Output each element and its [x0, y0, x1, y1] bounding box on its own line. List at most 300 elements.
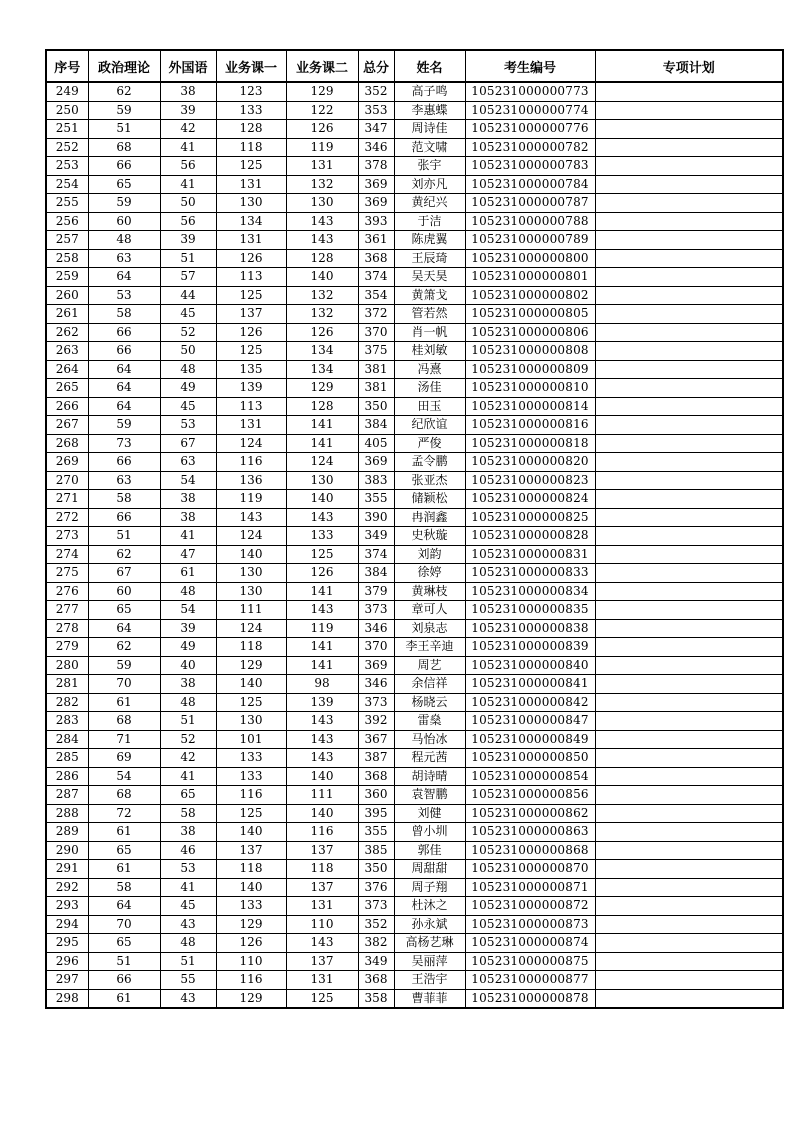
cell-course-two: 132: [286, 175, 358, 194]
cell-name: 严俊: [394, 434, 465, 453]
cell-total: 395: [358, 804, 394, 823]
header-seq: 序号: [46, 50, 88, 82]
cell-exam-id: 105231000000773: [465, 82, 595, 101]
cell-course-one: 101: [216, 730, 286, 749]
cell-seq: 263: [46, 342, 88, 361]
cell-exam-id: 105231000000863: [465, 823, 595, 842]
cell-course-one: 116: [216, 453, 286, 472]
cell-exam-id: 105231000000862: [465, 804, 595, 823]
cell-special-plan: [595, 989, 783, 1008]
cell-foreign-language: 55: [160, 971, 216, 990]
cell-exam-id: 105231000000816: [465, 416, 595, 435]
cell-politics: 73: [88, 434, 160, 453]
cell-name: 吴丽萍: [394, 952, 465, 971]
cell-exam-id: 105231000000847: [465, 712, 595, 731]
table-row: [46, 749, 783, 768]
cell-course-one: 110: [216, 952, 286, 971]
cell-foreign-language: 57: [160, 268, 216, 287]
cell-special-plan: [595, 82, 783, 101]
cell-total: 379: [358, 582, 394, 601]
table-row: [46, 379, 783, 398]
cell-course-two: 143: [286, 749, 358, 768]
cell-foreign-language: 49: [160, 638, 216, 657]
cell-total: 387: [358, 749, 394, 768]
cell-foreign-language: 49: [160, 379, 216, 398]
cell-politics: 61: [88, 860, 160, 879]
cell-politics: 59: [88, 656, 160, 675]
table-row: [46, 286, 783, 305]
cell-course-one: 124: [216, 434, 286, 453]
cell-name: 章可人: [394, 601, 465, 620]
cell-course-one: 140: [216, 878, 286, 897]
cell-name: 田玉: [394, 397, 465, 416]
cell-course-one: 124: [216, 527, 286, 546]
cell-course-two: 132: [286, 305, 358, 324]
cell-seq: 256: [46, 212, 88, 231]
cell-politics: 48: [88, 231, 160, 250]
table-row: [46, 231, 783, 250]
cell-special-plan: [595, 286, 783, 305]
cell-politics: 59: [88, 101, 160, 120]
cell-special-plan: [595, 379, 783, 398]
cell-politics: 66: [88, 508, 160, 527]
cell-total: 349: [358, 527, 394, 546]
cell-exam-id: 105231000000802: [465, 286, 595, 305]
cell-name: 程元茜: [394, 749, 465, 768]
cell-course-one: 111: [216, 601, 286, 620]
cell-course-two: 137: [286, 878, 358, 897]
cell-course-two: 134: [286, 360, 358, 379]
cell-name: 桂刘敏: [394, 342, 465, 361]
cell-seq: 297: [46, 971, 88, 990]
cell-total: 355: [358, 490, 394, 509]
table-row: [46, 804, 783, 823]
cell-seq: 295: [46, 934, 88, 953]
table-row: [46, 693, 783, 712]
cell-course-two: 125: [286, 989, 358, 1008]
cell-exam-id: 105231000000806: [465, 323, 595, 342]
cell-seq: 259: [46, 268, 88, 287]
cell-politics: 70: [88, 915, 160, 934]
table-row: [46, 971, 783, 990]
table-row: [46, 82, 783, 101]
cell-foreign-language: 45: [160, 397, 216, 416]
cell-foreign-language: 46: [160, 841, 216, 860]
cell-seq: 276: [46, 582, 88, 601]
cell-name: 杨晓云: [394, 693, 465, 712]
cell-special-plan: [595, 601, 783, 620]
table-row: [46, 212, 783, 231]
cell-special-plan: [595, 397, 783, 416]
cell-politics: 66: [88, 971, 160, 990]
cell-course-one: 118: [216, 138, 286, 157]
cell-politics: 59: [88, 416, 160, 435]
cell-politics: 59: [88, 194, 160, 213]
cell-special-plan: [595, 527, 783, 546]
cell-total: 393: [358, 212, 394, 231]
cell-exam-id: 105231000000805: [465, 305, 595, 324]
table-row: [46, 730, 783, 749]
cell-politics: 64: [88, 379, 160, 398]
cell-seq: 283: [46, 712, 88, 731]
cell-special-plan: [595, 767, 783, 786]
cell-course-two: 126: [286, 323, 358, 342]
cell-name: 袁智鹏: [394, 786, 465, 805]
cell-politics: 64: [88, 360, 160, 379]
cell-foreign-language: 48: [160, 934, 216, 953]
cell-course-one: 123: [216, 82, 286, 101]
cell-exam-id: 105231000000842: [465, 693, 595, 712]
cell-name: 杜沐之: [394, 897, 465, 916]
cell-exam-id: 105231000000824: [465, 490, 595, 509]
cell-course-two: 143: [286, 712, 358, 731]
cell-special-plan: [595, 157, 783, 176]
table-row: [46, 675, 783, 694]
cell-exam-id: 105231000000856: [465, 786, 595, 805]
cell-total: 361: [358, 231, 394, 250]
cell-course-two: 140: [286, 490, 358, 509]
cell-foreign-language: 38: [160, 675, 216, 694]
cell-exam-id: 105231000000774: [465, 101, 595, 120]
cell-special-plan: [595, 212, 783, 231]
cell-name: 刘健: [394, 804, 465, 823]
cell-seq: 290: [46, 841, 88, 860]
cell-course-one: 125: [216, 342, 286, 361]
cell-name: 郭佳: [394, 841, 465, 860]
cell-seq: 293: [46, 897, 88, 916]
cell-course-two: 141: [286, 434, 358, 453]
cell-politics: 61: [88, 989, 160, 1008]
cell-special-plan: [595, 638, 783, 657]
cell-name: 李惠蝶: [394, 101, 465, 120]
cell-name: 高杨艺琳: [394, 934, 465, 953]
cell-name: 胡诗晴: [394, 767, 465, 786]
cell-politics: 71: [88, 730, 160, 749]
cell-foreign-language: 42: [160, 749, 216, 768]
cell-foreign-language: 54: [160, 471, 216, 490]
table-row: [46, 101, 783, 120]
table-row: [46, 878, 783, 897]
cell-exam-id: 105231000000783: [465, 157, 595, 176]
cell-name: 史秋璇: [394, 527, 465, 546]
cell-course-two: 131: [286, 897, 358, 916]
cell-course-one: 113: [216, 268, 286, 287]
cell-seq: 284: [46, 730, 88, 749]
cell-name: 高子鸣: [394, 82, 465, 101]
cell-exam-id: 105231000000801: [465, 268, 595, 287]
cell-politics: 58: [88, 305, 160, 324]
cell-name: 孙永斌: [394, 915, 465, 934]
cell-seq: 260: [46, 286, 88, 305]
cell-course-one: 118: [216, 638, 286, 657]
header-politics: 政治理论: [88, 50, 160, 82]
cell-total: 384: [358, 416, 394, 435]
cell-special-plan: [595, 841, 783, 860]
cell-course-two: 132: [286, 286, 358, 305]
cell-course-one: 129: [216, 915, 286, 934]
cell-exam-id: 105231000000820: [465, 453, 595, 472]
cell-exam-id: 105231000000788: [465, 212, 595, 231]
cell-total: 350: [358, 397, 394, 416]
table-row: [46, 564, 783, 583]
cell-total: 368: [358, 971, 394, 990]
cell-course-two: 131: [286, 971, 358, 990]
cell-special-plan: [595, 878, 783, 897]
cell-foreign-language: 47: [160, 545, 216, 564]
table-row: [46, 601, 783, 620]
table-row: [46, 638, 783, 657]
cell-course-one: 131: [216, 416, 286, 435]
cell-politics: 70: [88, 675, 160, 694]
cell-course-two: 143: [286, 508, 358, 527]
cell-foreign-language: 43: [160, 915, 216, 934]
header-exam-id: 考生编号: [465, 50, 595, 82]
cell-politics: 53: [88, 286, 160, 305]
table-row: [46, 194, 783, 213]
table-row: [46, 656, 783, 675]
cell-name: 刘韵: [394, 545, 465, 564]
cell-name: 曹菲菲: [394, 989, 465, 1008]
cell-seq: 296: [46, 952, 88, 971]
cell-politics: 65: [88, 601, 160, 620]
cell-total: 382: [358, 934, 394, 953]
cell-seq: 265: [46, 379, 88, 398]
cell-exam-id: 105231000000870: [465, 860, 595, 879]
table-row: [46, 934, 783, 953]
cell-course-one: 116: [216, 971, 286, 990]
cell-course-one: 126: [216, 323, 286, 342]
cell-politics: 62: [88, 545, 160, 564]
cell-exam-id: 105231000000808: [465, 342, 595, 361]
cell-seq: 262: [46, 323, 88, 342]
cell-foreign-language: 50: [160, 342, 216, 361]
cell-course-one: 125: [216, 804, 286, 823]
table-row: [46, 360, 783, 379]
cell-total: 353: [358, 101, 394, 120]
cell-special-plan: [595, 656, 783, 675]
cell-total: 352: [358, 915, 394, 934]
cell-special-plan: [595, 416, 783, 435]
cell-course-one: 135: [216, 360, 286, 379]
table-row: [46, 989, 783, 1008]
cell-special-plan: [595, 730, 783, 749]
cell-seq: 261: [46, 305, 88, 324]
cell-exam-id: 105231000000872: [465, 897, 595, 916]
table-row: [46, 397, 783, 416]
cell-seq: 253: [46, 157, 88, 176]
cell-politics: 65: [88, 841, 160, 860]
cell-seq: 255: [46, 194, 88, 213]
cell-foreign-language: 48: [160, 360, 216, 379]
cell-special-plan: [595, 693, 783, 712]
cell-foreign-language: 41: [160, 767, 216, 786]
header-course-one: 业务课一: [216, 50, 286, 82]
cell-course-two: 110: [286, 915, 358, 934]
cell-exam-id: 105231000000810: [465, 379, 595, 398]
cell-politics: 64: [88, 397, 160, 416]
table-row: [46, 897, 783, 916]
table-header-row: [46, 50, 783, 82]
cell-seq: 274: [46, 545, 88, 564]
cell-name: 纪欣谊: [394, 416, 465, 435]
cell-total: 373: [358, 601, 394, 620]
cell-foreign-language: 45: [160, 305, 216, 324]
cell-special-plan: [595, 897, 783, 916]
cell-foreign-language: 41: [160, 527, 216, 546]
cell-total: 383: [358, 471, 394, 490]
cell-politics: 66: [88, 323, 160, 342]
cell-foreign-language: 40: [160, 656, 216, 675]
header-special-plan: 专项计划: [595, 50, 783, 82]
cell-total: 378: [358, 157, 394, 176]
cell-seq: 281: [46, 675, 88, 694]
cell-foreign-language: 39: [160, 231, 216, 250]
cell-name: 曾小圳: [394, 823, 465, 842]
cell-name: 王浩宇: [394, 971, 465, 990]
cell-course-two: 140: [286, 767, 358, 786]
cell-course-two: 116: [286, 823, 358, 842]
cell-exam-id: 105231000000839: [465, 638, 595, 657]
table-row: [46, 453, 783, 472]
cell-course-one: 137: [216, 305, 286, 324]
cell-foreign-language: 43: [160, 989, 216, 1008]
cell-special-plan: [595, 138, 783, 157]
cell-politics: 61: [88, 823, 160, 842]
cell-name: 余信祥: [394, 675, 465, 694]
table-row: [46, 767, 783, 786]
cell-politics: 68: [88, 712, 160, 731]
cell-course-two: 143: [286, 934, 358, 953]
cell-exam-id: 105231000000825: [465, 508, 595, 527]
cell-foreign-language: 63: [160, 453, 216, 472]
table-row: [46, 157, 783, 176]
cell-course-one: 119: [216, 490, 286, 509]
cell-name: 汤佳: [394, 379, 465, 398]
cell-foreign-language: 41: [160, 138, 216, 157]
cell-course-two: 130: [286, 194, 358, 213]
cell-foreign-language: 52: [160, 323, 216, 342]
cell-special-plan: [595, 434, 783, 453]
cell-seq: 289: [46, 823, 88, 842]
cell-exam-id: 105231000000809: [465, 360, 595, 379]
cell-course-two: 130: [286, 471, 358, 490]
cell-politics: 64: [88, 619, 160, 638]
table-row: [46, 860, 783, 879]
cell-foreign-language: 54: [160, 601, 216, 620]
table-row: [46, 120, 783, 139]
cell-exam-id: 105231000000834: [465, 582, 595, 601]
cell-seq: 278: [46, 619, 88, 638]
cell-course-one: 133: [216, 767, 286, 786]
cell-total: 369: [358, 175, 394, 194]
cell-special-plan: [595, 175, 783, 194]
cell-total: 354: [358, 286, 394, 305]
cell-course-two: 128: [286, 397, 358, 416]
cell-seq: 271: [46, 490, 88, 509]
cell-foreign-language: 38: [160, 490, 216, 509]
cell-course-two: 143: [286, 730, 358, 749]
cell-special-plan: [595, 305, 783, 324]
cell-special-plan: [595, 194, 783, 213]
cell-foreign-language: 51: [160, 249, 216, 268]
cell-total: 355: [358, 823, 394, 842]
table-row: [46, 342, 783, 361]
table-row: [46, 490, 783, 509]
cell-exam-id: 105231000000838: [465, 619, 595, 638]
cell-special-plan: [595, 471, 783, 490]
cell-total: 352: [358, 82, 394, 101]
cell-course-one: 126: [216, 934, 286, 953]
cell-course-one: 113: [216, 397, 286, 416]
cell-exam-id: 105231000000818: [465, 434, 595, 453]
cell-course-one: 134: [216, 212, 286, 231]
cell-course-two: 143: [286, 231, 358, 250]
cell-course-one: 137: [216, 841, 286, 860]
cell-exam-id: 105231000000850: [465, 749, 595, 768]
cell-foreign-language: 61: [160, 564, 216, 583]
cell-course-two: 134: [286, 342, 358, 361]
cell-course-one: 130: [216, 194, 286, 213]
table-row: [46, 915, 783, 934]
cell-foreign-language: 53: [160, 860, 216, 879]
cell-special-plan: [595, 712, 783, 731]
cell-course-one: 133: [216, 101, 286, 120]
cell-total: 373: [358, 693, 394, 712]
cell-course-one: 130: [216, 564, 286, 583]
cell-course-one: 129: [216, 989, 286, 1008]
cell-exam-id: 105231000000831: [465, 545, 595, 564]
cell-course-two: 140: [286, 268, 358, 287]
cell-total: 350: [358, 860, 394, 879]
cell-politics: 68: [88, 138, 160, 157]
cell-seq: 285: [46, 749, 88, 768]
cell-exam-id: 105231000000787: [465, 194, 595, 213]
cell-foreign-language: 56: [160, 157, 216, 176]
cell-seq: 291: [46, 860, 88, 879]
cell-name: 管若然: [394, 305, 465, 324]
cell-course-one: 131: [216, 231, 286, 250]
cell-course-two: 126: [286, 120, 358, 139]
cell-special-plan: [595, 453, 783, 472]
cell-politics: 63: [88, 249, 160, 268]
cell-course-two: 119: [286, 619, 358, 638]
cell-name: 储颖松: [394, 490, 465, 509]
table-row: [46, 471, 783, 490]
cell-foreign-language: 39: [160, 101, 216, 120]
table-row: [46, 786, 783, 805]
table-row: [46, 175, 783, 194]
cell-special-plan: [595, 860, 783, 879]
cell-seq: 257: [46, 231, 88, 250]
cell-course-one: 126: [216, 249, 286, 268]
cell-course-two: 98: [286, 675, 358, 694]
cell-seq: 275: [46, 564, 88, 583]
cell-politics: 66: [88, 157, 160, 176]
cell-course-one: 140: [216, 823, 286, 842]
cell-foreign-language: 51: [160, 712, 216, 731]
cell-name: 冉润鑫: [394, 508, 465, 527]
cell-course-two: 141: [286, 582, 358, 601]
cell-special-plan: [595, 971, 783, 990]
cell-course-one: 128: [216, 120, 286, 139]
cell-politics: 61: [88, 693, 160, 712]
cell-total: 369: [358, 656, 394, 675]
cell-special-plan: [595, 823, 783, 842]
table-row: [46, 712, 783, 731]
cell-foreign-language: 67: [160, 434, 216, 453]
cell-course-one: 140: [216, 675, 286, 694]
cell-politics: 51: [88, 527, 160, 546]
